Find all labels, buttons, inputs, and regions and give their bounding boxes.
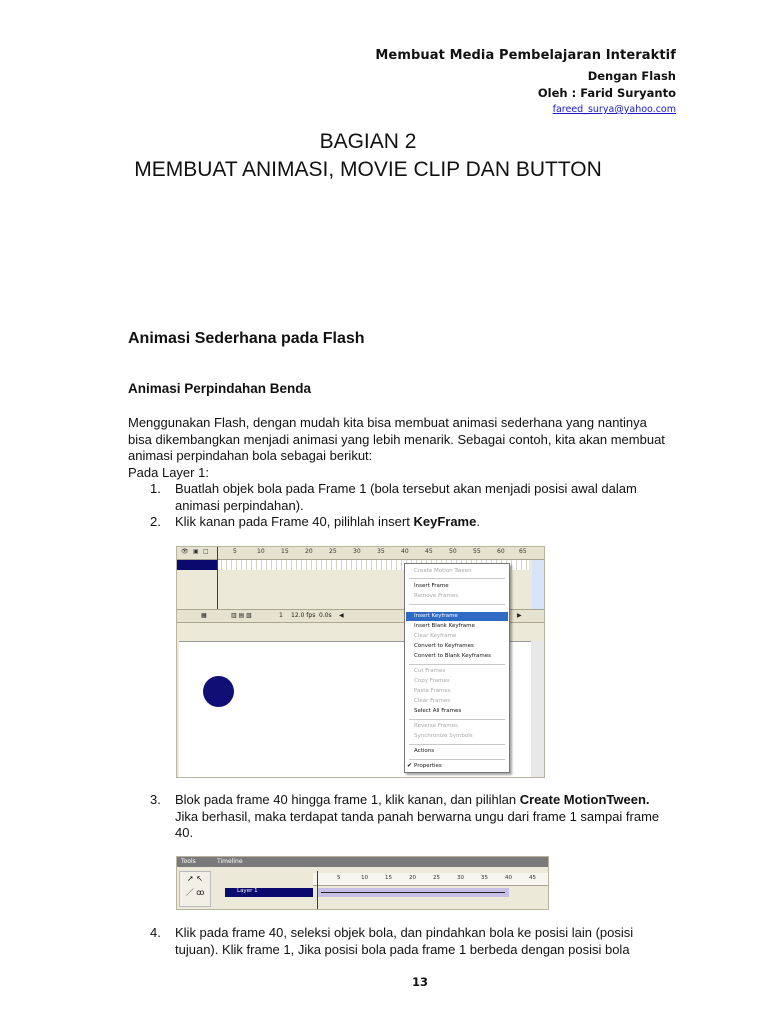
list-text: Blok pada frame 40 hingga frame 1, klik kanan, dan pilihlan bbox=[175, 792, 520, 807]
menu-item-selected[interactable]: Insert Keyframe bbox=[414, 613, 458, 619]
list-number: 4. bbox=[150, 925, 161, 940]
menu-item[interactable]: Paste Frames bbox=[414, 688, 451, 694]
list-number: 3. bbox=[150, 792, 161, 807]
ruler-tick: 10 bbox=[361, 875, 368, 881]
ruler-tick: 20 bbox=[409, 875, 416, 881]
lock-icon: ▣ bbox=[193, 548, 199, 555]
intro-text: Menggunakan Flash, dengan mudah kita bisa membuat animasi sederhana yang nantinya bisa dikembangkan menjadi animasi yang lebih menarik. Sebagai contoh, kita akan membuat animasi perpindahan bola sebagai berikut: bbox=[128, 415, 665, 463]
menu-item[interactable]: Clear Keyframe bbox=[414, 633, 457, 639]
context-menu bbox=[404, 563, 510, 773]
list-text: . bbox=[476, 514, 480, 529]
checkmark-icon: ✔ bbox=[407, 762, 413, 769]
menu-separator bbox=[409, 578, 505, 579]
ruler-tick: 35 bbox=[481, 875, 488, 881]
header-subtitle: Dengan Flash bbox=[587, 69, 676, 83]
subselect-tool-icon[interactable]: ↖ bbox=[196, 874, 203, 883]
ruler-tick: 25 bbox=[329, 548, 337, 555]
menu-item[interactable]: Properties bbox=[414, 763, 442, 769]
menu-separator bbox=[409, 664, 505, 665]
add-layer-icon[interactable]: ▦ bbox=[201, 612, 207, 619]
list-item bbox=[150, 481, 670, 514]
menu-item[interactable]: Insert Frame bbox=[414, 583, 449, 589]
outline-icon: □ bbox=[203, 548, 209, 555]
ruler-tick: 45 bbox=[529, 875, 536, 881]
section-subtitle: Animasi Perpindahan Benda bbox=[128, 381, 312, 396]
ruler-tick: 35 bbox=[377, 548, 385, 555]
timeline-screenshot bbox=[176, 546, 545, 778]
tools-panel-label: Tools bbox=[181, 858, 196, 865]
menu-item[interactable]: Create Motion Tween bbox=[414, 568, 472, 574]
lasso-tool-icon[interactable]: ꝏ bbox=[196, 888, 205, 897]
ball-object[interactable] bbox=[203, 676, 234, 707]
ruler-tick: 5 bbox=[337, 875, 341, 881]
menu-separator bbox=[409, 759, 505, 760]
ruler-tick: 5 bbox=[233, 548, 237, 555]
arrow-tool-icon[interactable]: ➚ bbox=[187, 874, 194, 883]
chapter-label: BAGIAN 2 bbox=[319, 130, 417, 153]
list-text: Klik pada frame 40, seleksi objek bola, dan pindahkan bola ke posisi lain (posisi tujuan). Klik frame 1, Jika posisi bola pada frame 1 berbeda dengan posisi bola bbox=[175, 925, 634, 957]
list-item bbox=[150, 792, 670, 842]
elapsed-time: 0.0s bbox=[319, 612, 332, 619]
list-text: Buatlah objek bola pada Frame 1 (bola tersebut akan menjadi posisi awal dalam animasi perpindahan). bbox=[175, 481, 637, 513]
panel-title-bar bbox=[177, 857, 548, 867]
scroll-left-icon[interactable]: ◀ bbox=[339, 612, 344, 619]
playhead[interactable] bbox=[217, 547, 218, 611]
scroll-right-icon[interactable]: ▶ bbox=[517, 612, 522, 619]
menu-item[interactable]: Remove Frames bbox=[414, 593, 459, 599]
ruler-tick: 45 bbox=[425, 548, 433, 555]
ruler-tick: 10 bbox=[257, 548, 265, 555]
ruler-tick: 30 bbox=[457, 875, 464, 881]
header-email-link[interactable]: fareed_surya@yahoo.com bbox=[552, 104, 676, 115]
list-text-bold: KeyFrame bbox=[413, 514, 477, 529]
ruler-tick: 25 bbox=[433, 875, 440, 881]
menu-item[interactable]: Insert Blank Keyframe bbox=[414, 623, 475, 629]
intro-paragraph bbox=[128, 415, 668, 481]
ruler-tick: 50 bbox=[449, 548, 457, 555]
ruler-tick: 60 bbox=[497, 548, 505, 555]
list-text-bold: Create MotionTween. bbox=[519, 792, 650, 807]
current-frame: 1 bbox=[279, 612, 283, 619]
layer-name: Layer 1 bbox=[237, 888, 258, 894]
tween-arrow bbox=[321, 892, 505, 893]
tools-panel bbox=[179, 871, 211, 907]
eye-icon: 👁 bbox=[181, 548, 189, 555]
list-number: 1. bbox=[150, 481, 161, 496]
header-title: Membuat Media Pembelajaran Interaktif bbox=[375, 48, 676, 63]
frame-ruler bbox=[177, 547, 544, 560]
menu-separator bbox=[409, 604, 505, 605]
menu-separator bbox=[409, 744, 505, 745]
frame-ruler bbox=[313, 873, 548, 886]
ruler-tick: 40 bbox=[401, 548, 409, 555]
menu-item[interactable]: Copy Frames bbox=[414, 678, 450, 684]
ruler-tick: 15 bbox=[281, 548, 289, 555]
chapter-titles bbox=[0, 128, 768, 184]
page-header bbox=[375, 48, 676, 117]
menu-separator bbox=[409, 719, 505, 720]
line-tool-icon[interactable]: ／ bbox=[185, 888, 194, 897]
list-item bbox=[150, 925, 670, 958]
layer-row[interactable] bbox=[177, 560, 217, 570]
ruler-tick: 20 bbox=[305, 548, 313, 555]
ruler-tick: 55 bbox=[473, 548, 481, 555]
list-text: Jika berhasil, maka terdapat tanda panah berwarna ungu dari frame 1 sampai frame 40. bbox=[175, 808, 660, 840]
frame-rate: 12.0 fps bbox=[291, 612, 316, 619]
ruler-tick: 40 bbox=[505, 875, 512, 881]
timeline-panel-label: Timeline bbox=[217, 858, 243, 865]
layer-row[interactable] bbox=[225, 888, 313, 897]
menu-item[interactable]: Synchronize Symbols bbox=[414, 733, 473, 739]
stage-scrollbar[interactable] bbox=[532, 641, 544, 777]
ruler-tick: 30 bbox=[353, 548, 361, 555]
section-title: Animasi Sederhana pada Flash bbox=[128, 330, 365, 347]
list-number: 2. bbox=[150, 514, 161, 529]
list-text: Klik kanan pada Frame 40, pilihlah insert bbox=[175, 514, 414, 529]
menu-item[interactable]: Select All Frames bbox=[414, 708, 462, 714]
menu-item[interactable]: Convert to Blank Keyframes bbox=[414, 653, 492, 659]
ruler-tick: 15 bbox=[385, 875, 392, 881]
page-number: 13 bbox=[411, 975, 428, 989]
chapter-title: MEMBUAT ANIMASI, MOVIE CLIP DAN BUTTON bbox=[134, 158, 602, 181]
playhead[interactable] bbox=[317, 871, 318, 909]
header-author: Oleh : Farid Suryanto bbox=[537, 86, 676, 100]
menu-item[interactable]: Convert to Keyframes bbox=[414, 643, 474, 649]
menu-item[interactable]: Reverse Frames bbox=[414, 723, 458, 729]
layer-label: Pada Layer 1: bbox=[128, 464, 209, 480]
menu-item[interactable]: Actions bbox=[414, 748, 435, 754]
list-item bbox=[150, 514, 670, 531]
ruler-tick: 65 bbox=[519, 548, 527, 555]
timeline-tween-screenshot bbox=[176, 856, 549, 910]
onion-skin-icon[interactable]: ▥ ▤ ▧ bbox=[231, 612, 252, 619]
menu-item[interactable]: Clear Frames bbox=[414, 698, 451, 704]
menu-item[interactable]: Cut Frames bbox=[414, 668, 446, 674]
